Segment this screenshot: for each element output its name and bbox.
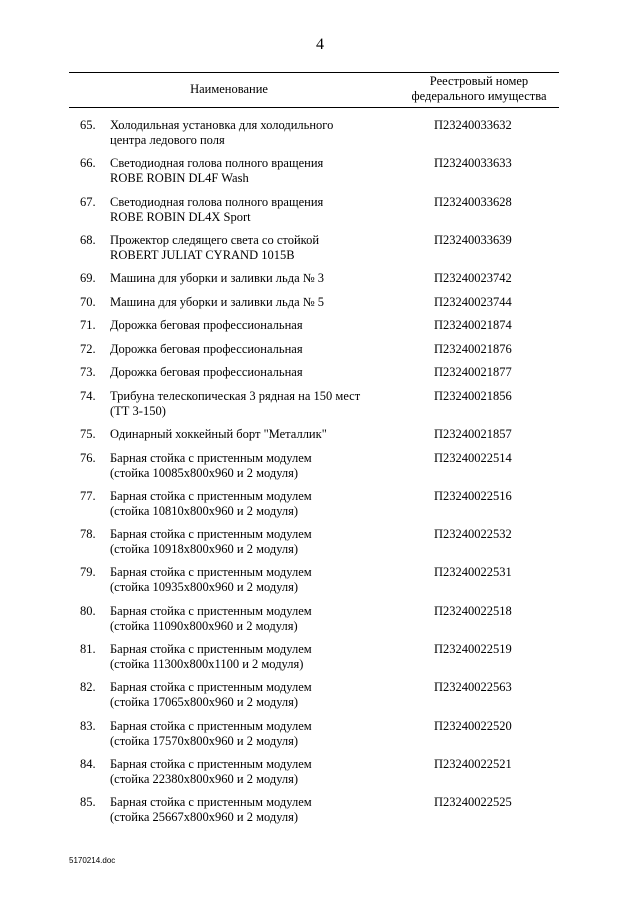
row-registry-number: П23240022563 (434, 680, 512, 695)
row-name-line: Барная стойка с пристенным модулем (110, 680, 312, 695)
row-name-line: центра ледового поля (110, 133, 225, 147)
row-name-line: (стойка 17570x800x960 и 2 модуля) (110, 733, 299, 748)
row-name-line: Машина для уборки и заливки льда № 3 (110, 271, 325, 286)
row-name-line: Барная стойка с пристенным модулем (110, 795, 312, 810)
row-name-line: Барная стойка с пристенным модулем (110, 488, 312, 503)
row-name-line: ROBE ROBIN DL4X Sport (110, 209, 251, 224)
row-registry-number: П23240023742 (434, 271, 512, 286)
row-name (110, 604, 410, 634)
row-name (110, 118, 410, 148)
row-name (110, 318, 410, 333)
row-name (110, 642, 410, 672)
row-name (110, 719, 410, 749)
row-registry-number: П23240023744 (434, 294, 512, 309)
row-number: 76. (80, 450, 96, 465)
row-name-line: (стойка 10935x800x960 и 2 модуля) (110, 580, 299, 595)
row-registry-number: П23240022531 (434, 565, 512, 580)
row-number: 65. (80, 118, 96, 132)
row-number: 85. (80, 795, 96, 810)
row-number: 78. (80, 527, 96, 542)
row-number: 68. (80, 232, 96, 247)
row-name-line: Холодильная установка для холодильного (110, 118, 334, 132)
header-registry-column (399, 74, 559, 104)
row-name-line: (стойка 10918x800x960 и 2 модуля) (110, 542, 299, 557)
row-name-line: Светодиодная голова полного вращения (110, 156, 324, 171)
row-name (110, 195, 410, 225)
row-name-line: Одинарный хоккейный борт "Металлик" (110, 427, 327, 441)
table-header (69, 72, 559, 108)
row-name (110, 757, 410, 787)
row-number: 84. (80, 756, 96, 771)
row-name (110, 233, 410, 263)
header-registry-line1: Реестровый номер (429, 74, 529, 88)
row-name-line: Барная стойка с пристенным модулем (110, 718, 312, 733)
row-name-line: Барная стойка с пристенным модулем (110, 527, 312, 542)
row-number: 80. (80, 603, 96, 618)
row-name-line: (стойка 22380x800x960 и 2 модуля) (110, 771, 299, 786)
row-name-line: Трибуна телескопическая 3 рядная на 150 мест (110, 388, 361, 403)
row-name-line: (стойка 10085x800x960 и 2 модуля) (110, 465, 299, 480)
row-number: 82. (80, 680, 96, 695)
page-number: 4 (316, 36, 324, 53)
row-registry-number: П23240021856 (434, 388, 512, 403)
row-name (110, 565, 410, 595)
row-name (110, 427, 410, 442)
row-number: 75. (80, 427, 96, 441)
header-registry-line2: федерального имущества (411, 89, 547, 103)
row-registry-number: П23240021876 (434, 341, 512, 356)
row-name-line: Машина для уборки и заливки льда № 5 (110, 294, 325, 309)
row-name-line: (ТТ 3-150) (110, 403, 166, 418)
row-registry-number: П23240022514 (434, 450, 512, 465)
row-name-line: Барная стойка с пристенным модулем (110, 756, 312, 771)
row-name (110, 527, 410, 557)
row-name (110, 295, 410, 310)
row-name-line: ROBERT JULIAT CYRAND 1015B (110, 247, 295, 262)
row-number: 67. (80, 194, 96, 209)
row-number: 79. (80, 565, 96, 580)
row-name-line: Светодиодная голова полного вращения (110, 194, 324, 209)
row-registry-number: П23240022532 (434, 527, 512, 542)
row-number: 71. (80, 318, 96, 333)
row-registry-number: П23240022525 (434, 795, 512, 810)
row-name (110, 156, 410, 186)
row-name-line: (стойка 17065x800x960 и 2 модуля) (110, 695, 299, 710)
row-name-line: Барная стойка с пристенным модулем (110, 642, 312, 656)
row-name-line: Барная стойка с пристенным модулем (110, 565, 312, 580)
row-number: 81. (80, 642, 96, 656)
row-registry-number: П23240033633 (434, 156, 512, 171)
row-number: 74. (80, 388, 96, 403)
row-registry-number: П23240022521 (434, 756, 512, 771)
row-registry-number: П23240021877 (434, 365, 512, 380)
row-number: 66. (80, 156, 96, 171)
row-name (110, 795, 410, 825)
row-name (110, 342, 410, 357)
row-name-line: ROBE ROBIN DL4F Wash (110, 171, 249, 186)
row-name (110, 451, 410, 481)
row-registry-number: П23240021874 (434, 318, 512, 333)
row-number: 77. (80, 488, 96, 503)
row-number: 70. (80, 294, 96, 309)
row-registry-number: П23240033639 (434, 232, 512, 247)
row-name (110, 389, 410, 419)
row-name (110, 680, 410, 710)
row-number: 69. (80, 271, 96, 286)
row-registry-number: П23240022518 (434, 603, 512, 618)
row-registry-number: П23240022516 (434, 488, 512, 503)
footer-filename: 5170214.doc (69, 856, 116, 865)
row-name-line: Дорожка беговая профессиональная (110, 341, 303, 356)
header-name-column: Наименование (190, 82, 268, 96)
row-number: 83. (80, 718, 96, 733)
row-name (110, 365, 410, 380)
row-name (110, 271, 410, 286)
row-registry-number: П23240033628 (434, 194, 512, 209)
row-name (110, 489, 410, 519)
row-name-line: Барная стойка с пристенным модулем (110, 450, 312, 465)
row-registry-number: П23240033632 (434, 118, 512, 132)
row-registry-number: П23240022520 (434, 718, 512, 733)
row-name-line: (стойка 11090x800x960 и 2 модуля) (110, 618, 298, 633)
row-name-line: (стойка 25667x800x960 и 2 модуля) (110, 810, 299, 825)
row-name-line: Дорожка беговая профессиональная (110, 365, 303, 380)
row-name-line: (стойка 10810x800x960 и 2 модуля) (110, 503, 299, 518)
row-name-line: Барная стойка с пристенным модулем (110, 603, 312, 618)
row-name-line: Прожектор следящего света со стойкой (110, 232, 320, 247)
row-name-line: Дорожка беговая профессиональная (110, 318, 303, 333)
row-number: 73. (80, 365, 96, 380)
row-name-line: (стойка 11300x800x1100 и 2 модуля) (110, 657, 304, 671)
row-number: 72. (80, 341, 96, 356)
row-registry-number: П23240021857 (434, 427, 512, 441)
row-registry-number: П23240022519 (434, 642, 512, 656)
